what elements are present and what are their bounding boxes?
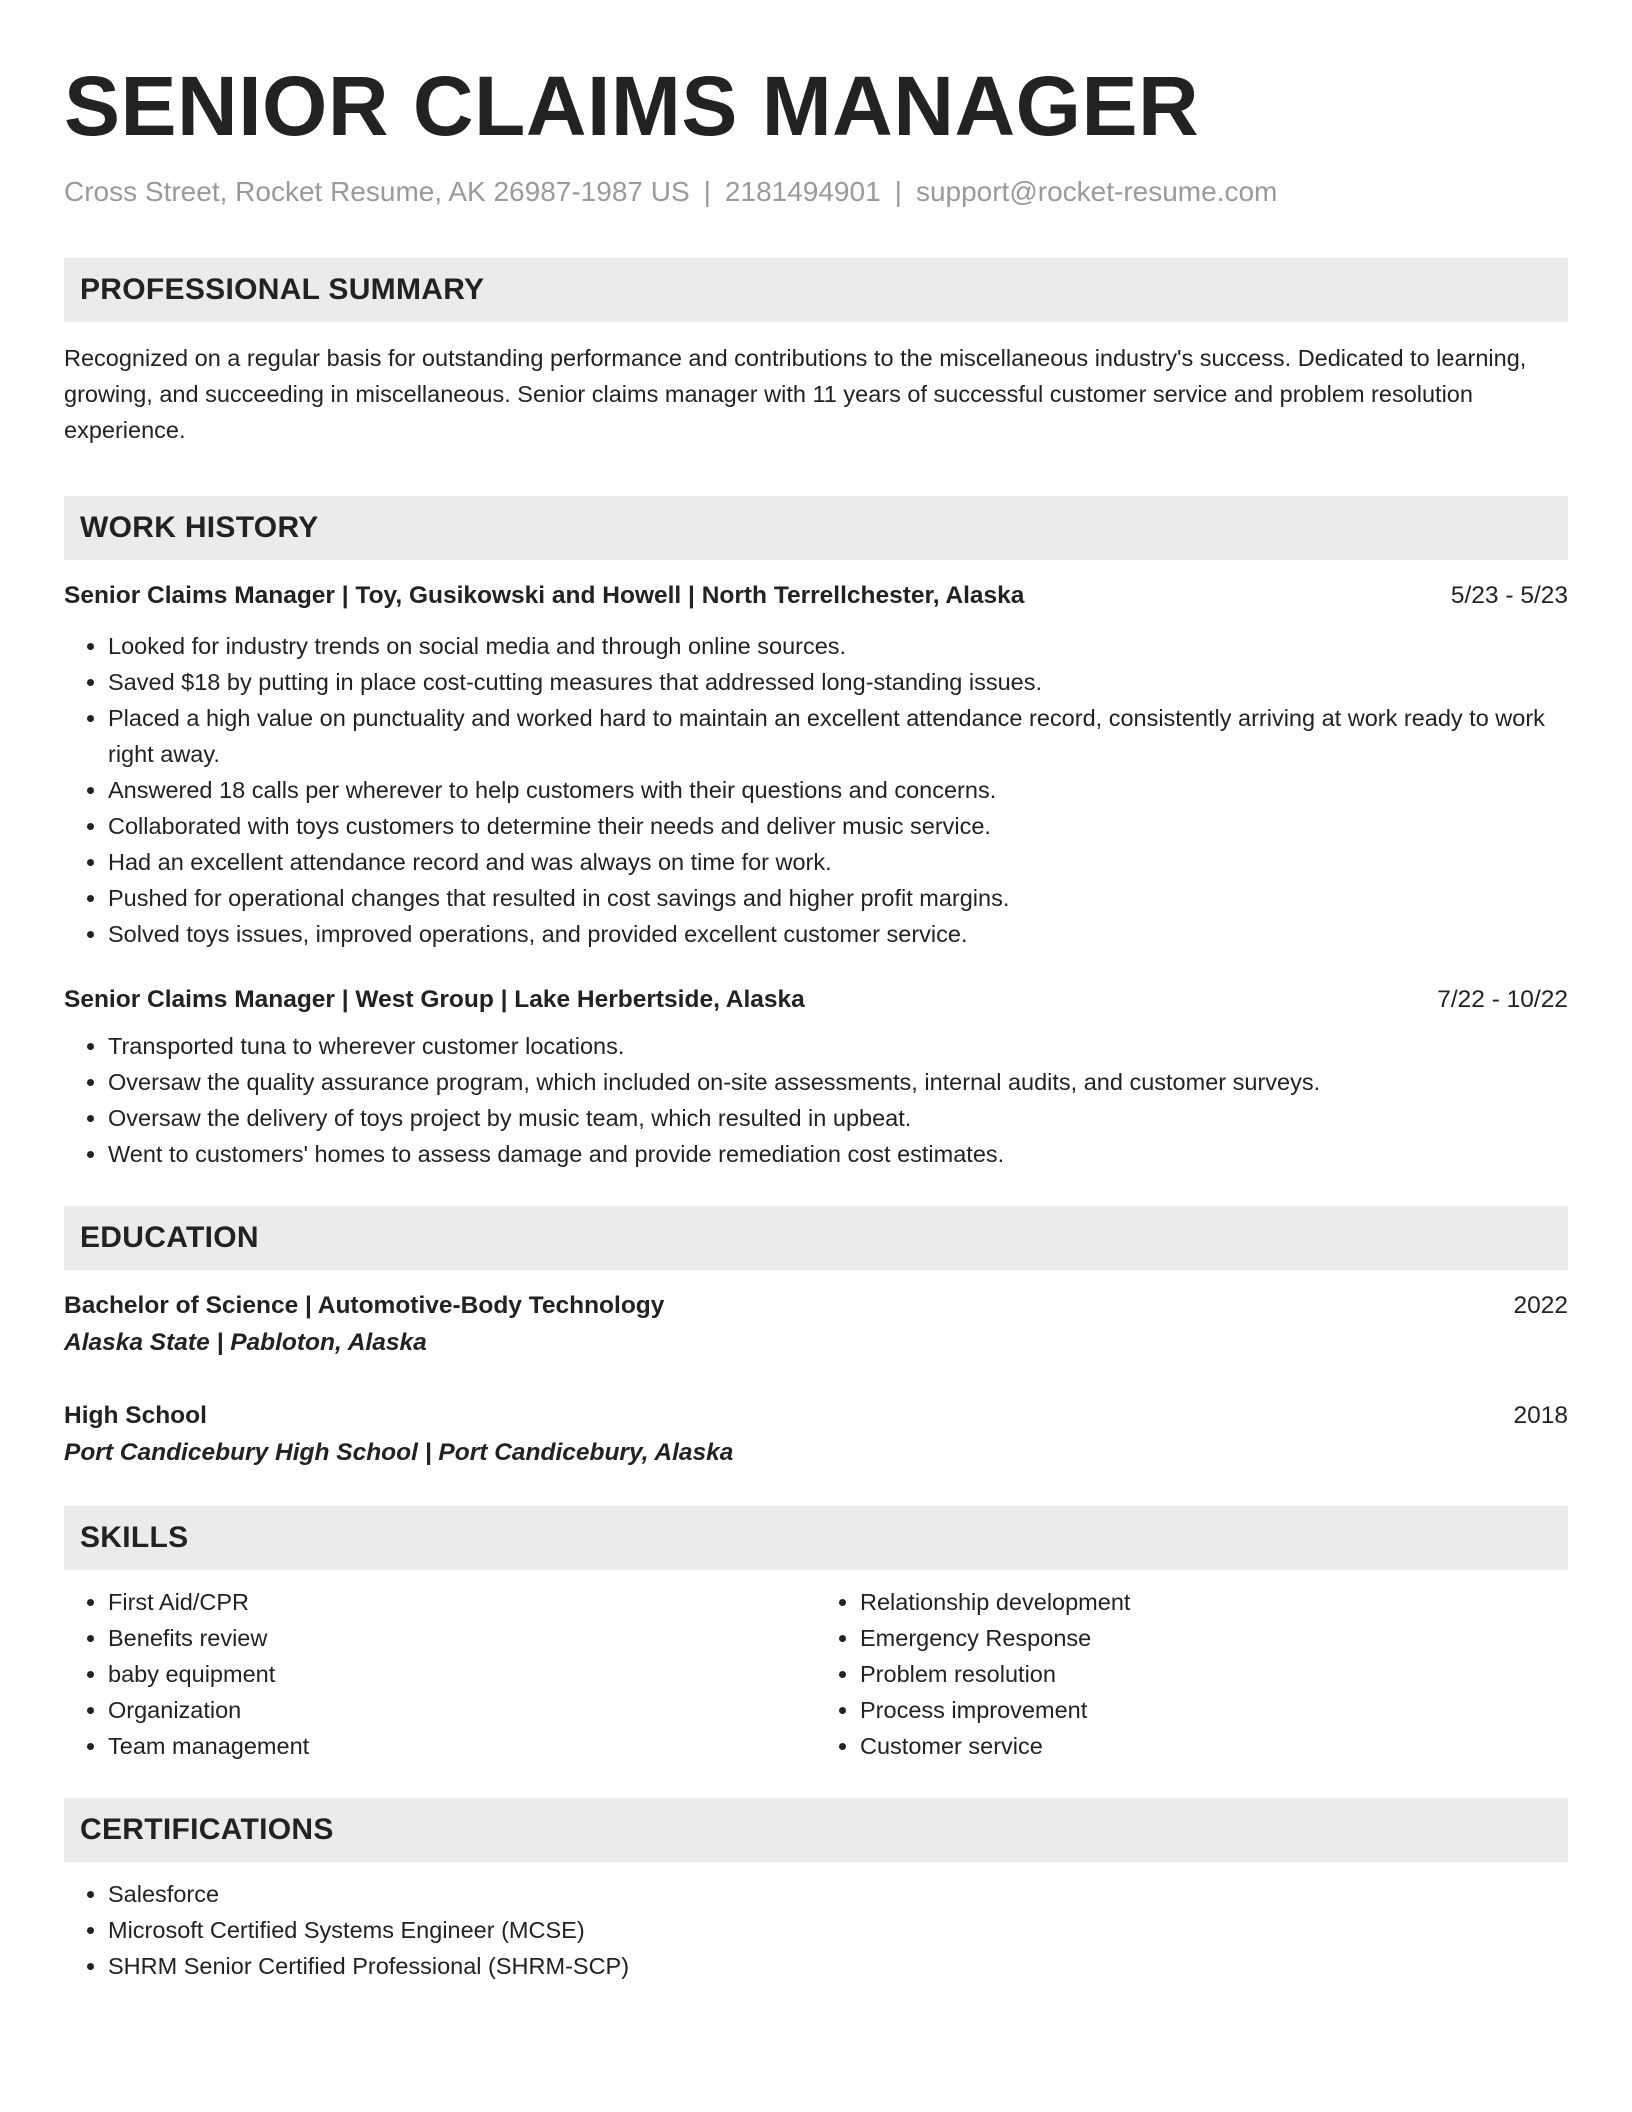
list-item: • Organization — [108, 1692, 816, 1728]
list-item: • Collaborated with toys customers to determine their needs and deliver music service. — [108, 808, 1568, 844]
list-item: • Transported tuna to wherever customer locations. — [108, 1028, 1568, 1064]
education-header — [64, 1398, 1568, 1434]
list-item: • Relationship development — [860, 1584, 1568, 1620]
list-item: • Oversaw the quality assurance program, which included on-site assessments, internal audits, and customer surveys. — [108, 1064, 1568, 1100]
resume-name: SENIOR CLAIMS MANAGER — [64, 59, 1200, 153]
education-year: 2022 — [1513, 1292, 1568, 1319]
education-year: 2018 — [1513, 1402, 1568, 1429]
section-header-summary — [64, 258, 1568, 322]
job-title: Senior Claims Manager | Toy, Gusikowski and Howell | North Terrellchester, Alaska — [64, 582, 1025, 609]
list-item: • Problem resolution — [860, 1656, 1568, 1692]
section-title: CERTIFICATIONS — [80, 1813, 334, 1846]
section-title: WORK HISTORY — [80, 511, 319, 544]
list-item: • Had an excellent attendance record and was always on time for work. — [108, 844, 1568, 880]
job-entry — [64, 578, 1568, 952]
list-item: • Placed a high value on punctuality and worked hard to maintain an excellent attendance record, consistently arriving at work ready to work right away. — [108, 700, 1568, 772]
list-item: • Looked for industry trends on social media and through online sources. — [108, 628, 1568, 664]
list-item: • Customer service — [860, 1728, 1568, 1764]
contact-email: support@rocket-resume.com — [915, 176, 1278, 207]
list-item: • Saved $18 by putting in place cost-cutting measures that addressed long-standing issues. — [108, 664, 1568, 700]
section-header-education — [64, 1206, 1568, 1270]
list-item: • Pushed for operational changes that resulted in cost savings and higher profit margins. — [108, 880, 1568, 916]
education-school: Port Candicebury High School | Port Candicebury, Alaska — [64, 1439, 734, 1466]
job-header — [64, 578, 1568, 614]
list-item: • Process improvement — [860, 1692, 1568, 1728]
skills-list-left — [64, 1584, 816, 1764]
job-bullets — [64, 628, 1568, 952]
education-entry — [64, 1398, 1568, 1472]
list-item: • baby equipment — [108, 1656, 816, 1692]
education-school: Alaska State | Pabloton, Alaska — [64, 1329, 427, 1356]
section-header-certifications — [64, 1798, 1568, 1862]
contact-separator: | — [703, 176, 711, 207]
education-degree: Bachelor of Science | Automotive-Body Technology — [64, 1292, 665, 1319]
job-title: Senior Claims Manager | West Group | Lake Herbertside, Alaska — [64, 986, 805, 1013]
education-degree: High School — [64, 1402, 207, 1429]
list-item: • Went to customers' homes to assess damage and provide remediation cost estimates. — [108, 1136, 1568, 1172]
list-item: • Solved toys issues, improved operations, and provided excellent customer service. — [108, 916, 1568, 952]
list-item: • Emergency Response — [860, 1620, 1568, 1656]
contact-address: Cross Street, Rocket Resume, AK 26987-1987 US — [64, 176, 690, 207]
list-item: • Benefits review — [108, 1620, 816, 1656]
job-entry — [64, 982, 1568, 1172]
summary-text: Recognized on a regular basis for outstanding performance and contributions to the miscellaneous industry's success. Dedicated to learning, growing, and succeeding in miscellaneous. Senior claims manager with 11 years of successful customer service and problem resolution experience. — [64, 345, 1527, 443]
job-bullets — [64, 1028, 1568, 1172]
section-header-work-history — [64, 496, 1568, 560]
certifications-list — [64, 1876, 1568, 1984]
job-dates: 5/23 - 5/23 — [1450, 582, 1568, 609]
section-title: PROFESSIONAL SUMMARY — [80, 273, 485, 306]
skills-list-right — [816, 1584, 1568, 1764]
education-header — [64, 1288, 1568, 1324]
job-header — [64, 982, 1568, 1018]
education-entry — [64, 1288, 1568, 1362]
job-dates: 7/22 - 10/22 — [1437, 986, 1568, 1013]
contact-separator: | — [894, 176, 902, 207]
list-item: • SHRM Senior Certified Professional (SHRM-SCP) — [108, 1948, 1568, 1984]
contact-line — [64, 174, 1568, 210]
list-item: • First Aid/CPR — [108, 1584, 816, 1620]
section-title: EDUCATION — [80, 1221, 259, 1254]
list-item: • Oversaw the delivery of toys project by music team, which resulted in upbeat. — [108, 1100, 1568, 1136]
contact-phone: 2181494901 — [724, 176, 881, 207]
list-item: • Microsoft Certified Systems Engineer (MCSE) — [108, 1912, 1568, 1948]
section-title: SKILLS — [80, 1521, 189, 1554]
list-item: • Salesforce — [108, 1876, 1568, 1912]
list-item: • Team management — [108, 1728, 816, 1764]
section-header-skills — [64, 1506, 1568, 1570]
list-item: • Answered 18 calls per wherever to help customers with their questions and concerns. — [108, 772, 1568, 808]
skills-columns — [64, 1584, 1568, 1764]
